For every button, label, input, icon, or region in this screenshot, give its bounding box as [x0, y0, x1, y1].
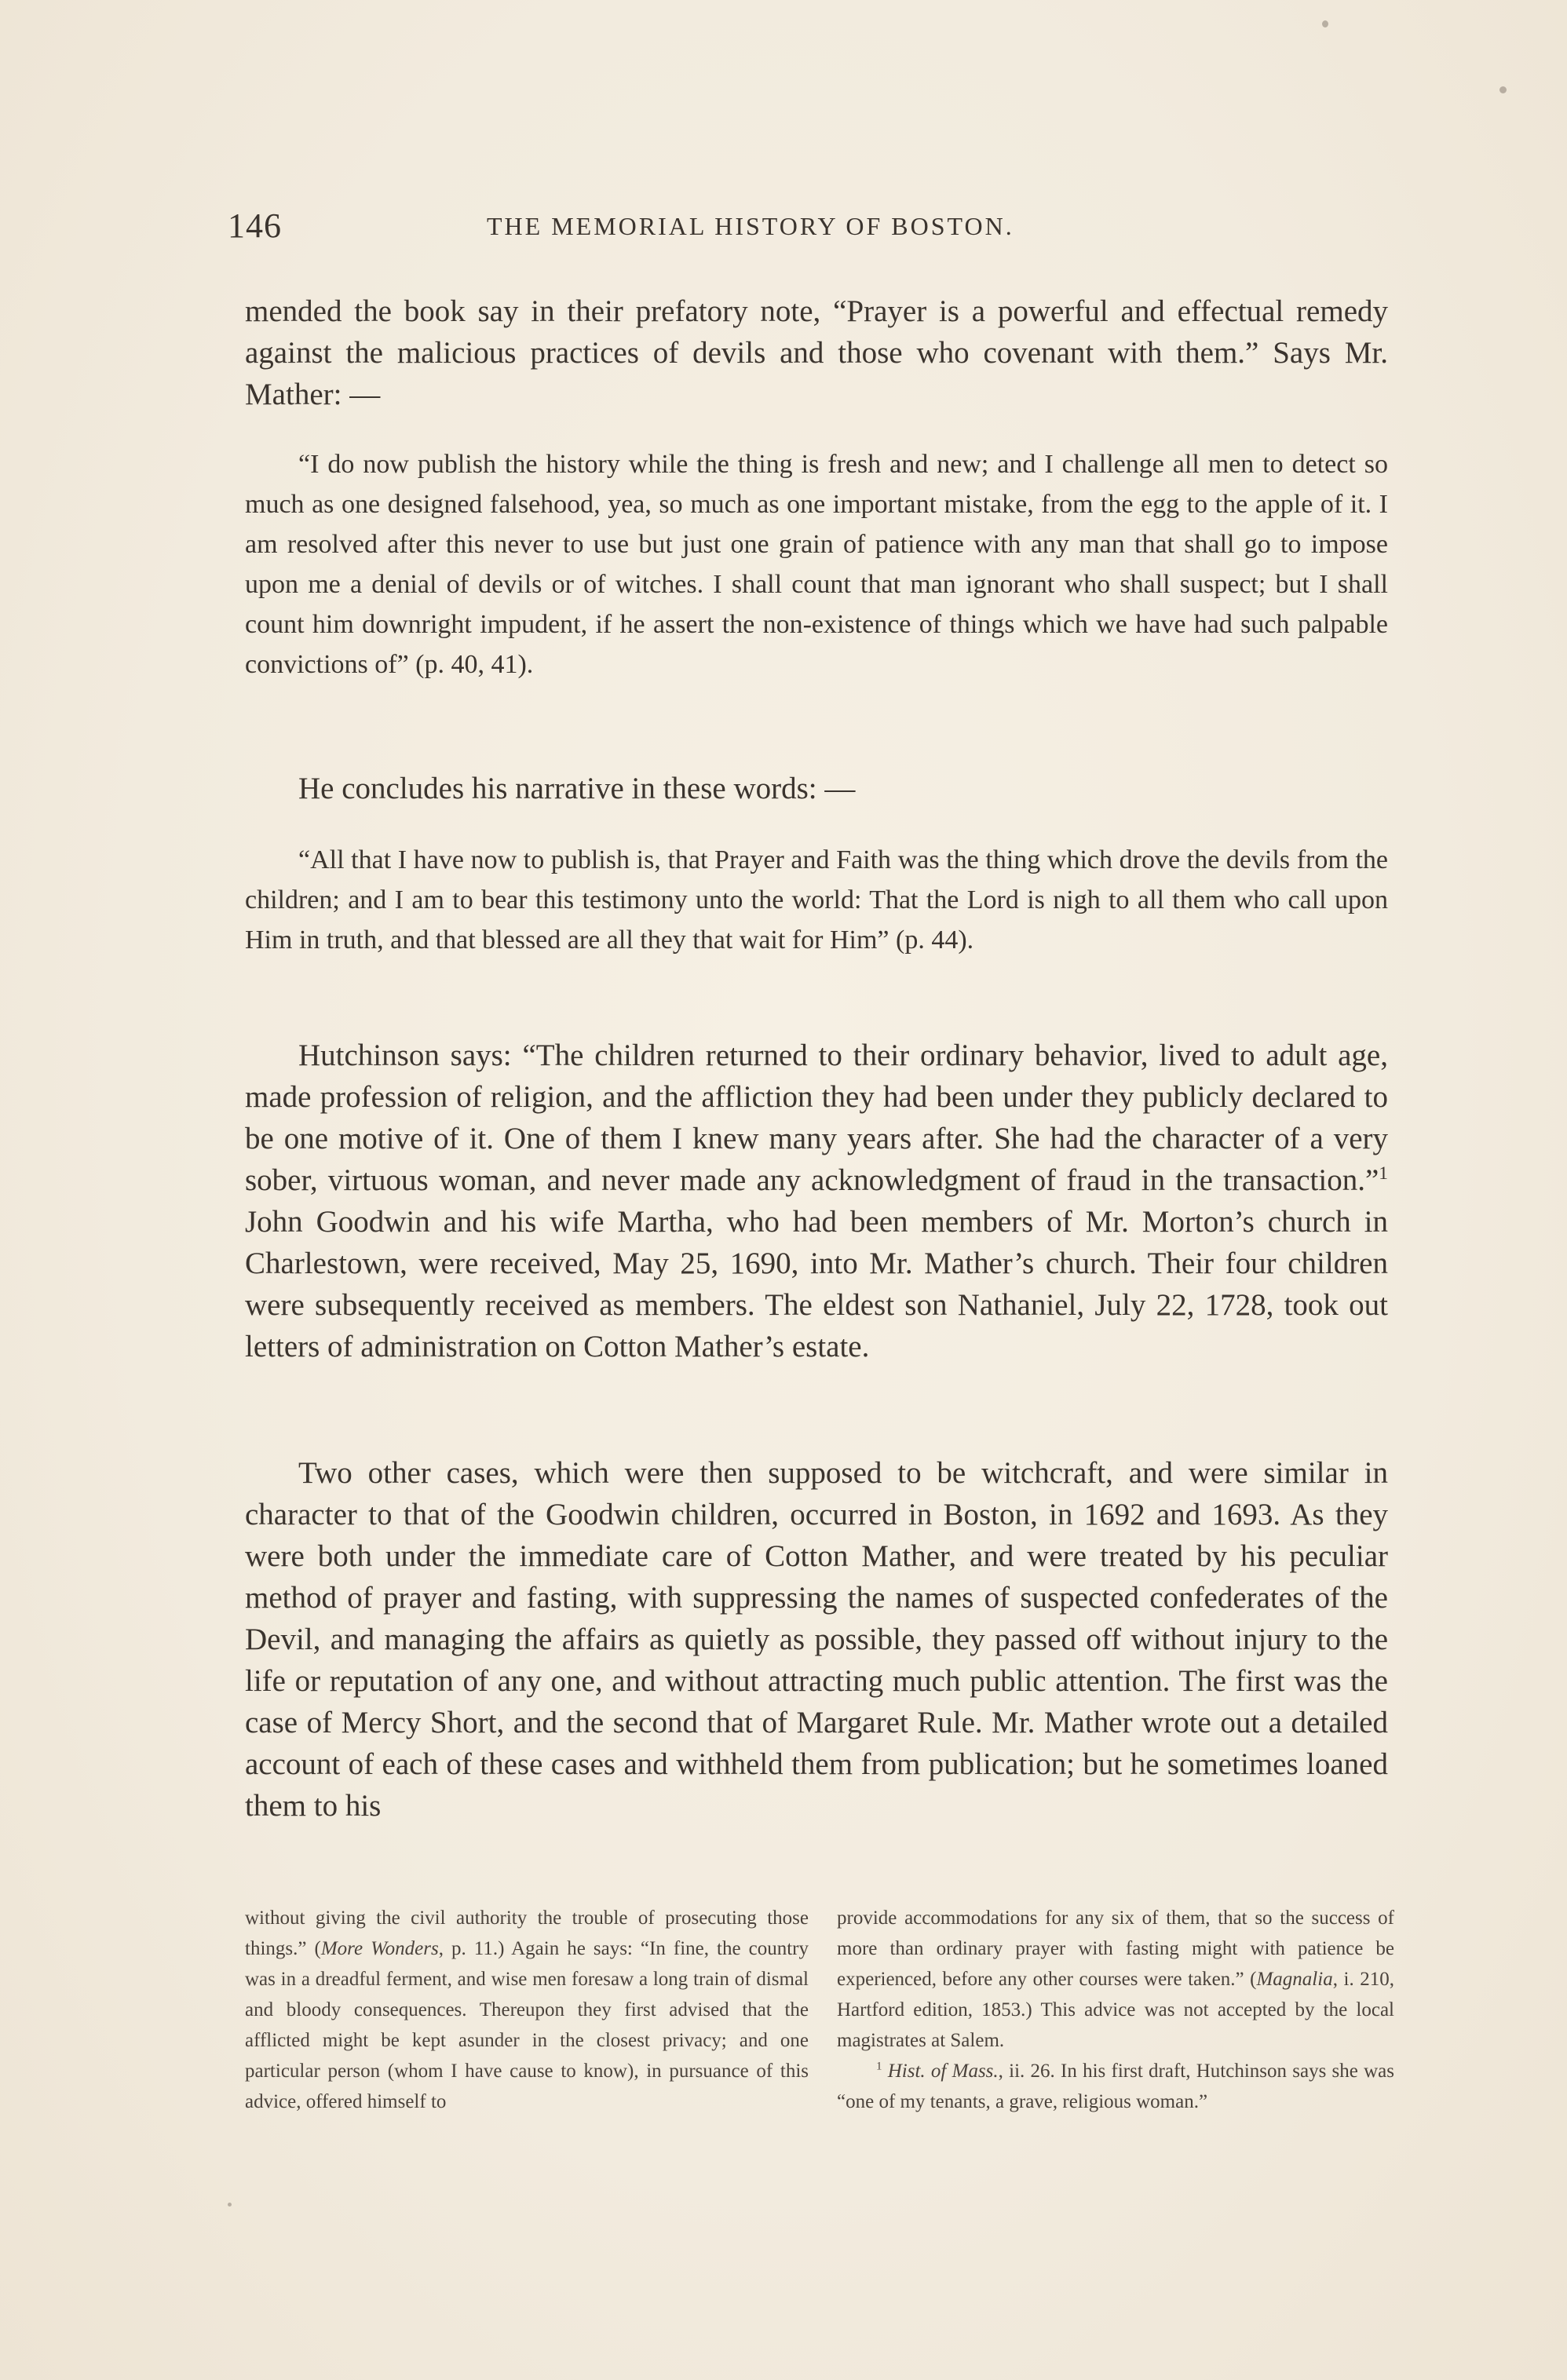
- footnote-text: provide accommodations for any six of them, that so the success of more than ordinary prayer with fasting might with patience be experienced, before any other courses were taken.” (: [837, 1907, 1394, 1990]
- footnote-text: , i. 210, Hartford edition, 1853.) This advice was not accepted by the local magistrates at Salem.: [837, 1969, 1394, 2051]
- footnote-column-right: [837, 1903, 1394, 2117]
- quote-text: “I do now publish the history while the thing is fresh and new; and I challenge all men to detect so much as one designed falsehood, yea, so much as one important mistake, from the egg to the apple of it. I am resolved after this never to use but just one grain of patience with any man that shall go to impose upon me a denial of devils or of witches. I shall count that man ignorant who shall suspect; but I shall count him downright impudent, if he assert the non-existence of things which we have had such palpable convictions of” (p. 40, 41).: [245, 450, 1388, 679]
- quote-text: “All that I have now to publish is, that Prayer and Faith was the thing which drove the devils from the children; and I am to bear this testimony unto the world: That the Lord is nigh to all them who call upon Him in truth, and that blessed are all they that wait for Him” (p. 44).: [245, 845, 1388, 955]
- paragraph-text-main: Hutchinson says: “The children returned to their ordinary behavior, lived to adult age, made profession of religion, and the affliction they had been under they publicly declared to be one motive of it. One of them I knew many years after. She had the character of a very sober, virtuous woman, and never made any acknowledgment of fraud in the transaction.”: [245, 1039, 1388, 1197]
- body-paragraph-3: [245, 1035, 1388, 1367]
- body-paragraph-2: [245, 768, 1388, 809]
- paragraph-text: [245, 1035, 1388, 1367]
- footnote-column-left: [245, 1903, 809, 2117]
- paper-speck: [228, 2203, 232, 2207]
- footnote-text: , ii. 26. In his first draft, Hutchinson says she was “one of my tenants, a grave, religious woman.”: [837, 2061, 1395, 2112]
- paragraph-text: Two other cases, which were then supposed to be witchcraft, and were similar in character to that of the Goodwin children, occurred in Boston, in 1692 and 1693. As they were both under the immediate care of Cotton Mather, and were treated by his peculiar method of prayer and fasting, with suppressing the names of suspected confederates of the Devil, and managing the affairs as quietly as possible, they passed off without injury to the life or reputation of any one, and without attracting much public attention. The first was the case of Mercy Short, and the second that of Margaret Rule. Mr. Mather wrote out a detailed account of each of these cases and withheld them from publication; but he sometimes loaned them to his: [245, 1456, 1388, 1823]
- footnote-text: , p. 11.) Again he says: “In fine, the country was in a dreadful ferment, and wise men foresaw a long train of dismal and bloody consequences. Thereupon they first advised that the afflicted might be kept asunder in the closest privacy; and one particular person (whom I have cause to know), in pursuance of this advice, offered himself to: [245, 1938, 809, 2112]
- footnote-citation: More Wonders: [320, 1938, 439, 1959]
- footnote-continuation: [837, 1903, 1394, 2056]
- page-number: 146: [228, 206, 282, 245]
- paragraph-text-continued: John Goodwin and his wife Martha, who had been members of Mr. Morton’s church in Charlestown, were received, May 25, 1690, into Mr. Mather’s church. Their four children were subsequently received as members. The eldest son Nathaniel, July 22, 1728, took out letters of administration on Cotton Mather’s estate.: [245, 1205, 1388, 1363]
- paper-speck: [1322, 20, 1328, 27]
- body-paragraph-4: [245, 1452, 1388, 1827]
- footnote-number: 1: [876, 2060, 882, 2073]
- footnote-citation: Magnalia: [1256, 1969, 1333, 1990]
- paragraph-text: mended the book say in their prefatory note, “Prayer is a powerful and effectual remedy against the malicious practices of devils and those who covenant with them.” Says Mr. Mather: —: [245, 294, 1388, 411]
- footnote-reference: 1: [1379, 1163, 1388, 1184]
- block-quote-2: [245, 840, 1388, 960]
- running-title: THE MEMORIAL HISTORY OF BOSTON.: [487, 212, 1014, 240]
- page-header: [228, 206, 1390, 253]
- body-paragraph-1: [245, 290, 1388, 415]
- paper-speck: [1499, 86, 1507, 93]
- footnote-text: without giving the civil authority the trouble of prosecuting those things.” (: [245, 1907, 809, 1959]
- block-quote-1: [245, 444, 1388, 684]
- footnote-citation: Hist. of Mass.: [887, 2061, 999, 2082]
- footnote-1: [837, 2056, 1394, 2117]
- paragraph-text: He concludes his narrative in these words: —: [298, 772, 856, 805]
